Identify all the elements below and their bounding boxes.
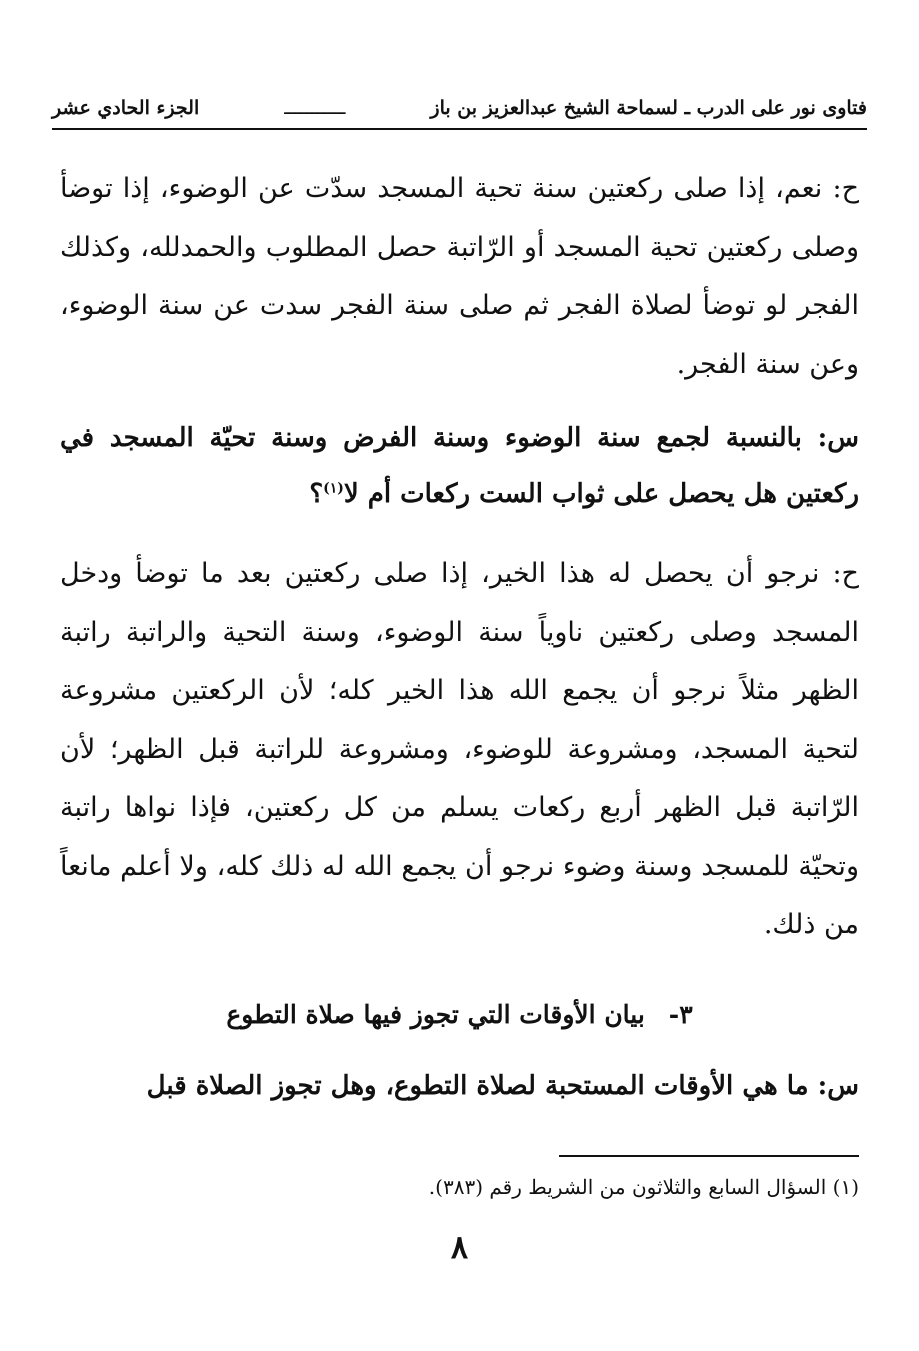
footnote-marker[interactable]: (١) — [323, 480, 344, 497]
question-1-text: س: بالنسبة لجمع سنة الوضوء وسنة الفرض وسنة تحيّة المسجد في ركعتين هل يحصل على ثواب الست ركعات أم لا — [60, 423, 859, 509]
volume-label: الجزء الحادي عشر — [52, 97, 200, 119]
question-paragraph-1 — [60, 410, 859, 522]
header-separator: ـــــــــــ — [284, 97, 346, 119]
section-title: بيان الأوقات التي تجوز فيها صلاة التطوع — [226, 1000, 645, 1029]
book-title: فتاوى نور على الدرب ـ لسماحة الشيخ عبدالعزيز بن باز — [430, 97, 867, 119]
running-head — [52, 88, 867, 130]
section-heading — [60, 1000, 859, 1029]
question-paragraph-2: س: ما هي الأوقات المستحبة لصلاة التطوع، وهل تجوز الصلاة قبل — [146, 1071, 859, 1101]
section-number: ٣- — [668, 1000, 693, 1029]
question-1-end: ؟ — [309, 479, 324, 509]
answer-paragraph-1: ح: نعم، إذا صلى ركعتين سنة تحية المسجد سدّت عن الوضوء، إذا توضأ وصلى ركعتين تحية المسجد أو الرّاتبة حصل المطلوب والحمدلله، وكذلك الفجر لو توضأ لصلاة الفجر ثم صلى سنة الفجر سدت عن سنة الوضوء، وعن سنة الفجر. — [60, 173, 859, 380]
page-number: ٨ — [450, 1228, 469, 1266]
footnote-divider — [559, 1155, 859, 1157]
answer-paragraph-2: ح: نرجو أن يحصل له هذا الخير، إذا صلى ركعتين بعد ما توضأ ودخل المسجد وصلى ركعتين ناوياً سنة الوضوء، وسنة التحية والراتبة راتبة الظهر مثلاً نرجو أن يجمع الله هذا الخير كله؛ لأن الركعتين مشروعة لتحية المسجد، ومشروعة للوضوء، ومشروعة للراتبة قبل الظهر؛ لأن الرّاتبة قبل الظهر أربع ركعات يسلم من كل ركعتين، فإذا نواها راتبة وتحيّة للمسجد وسنة وضوء نرجو أن يجمع الله له ذلك كله، ولا أعلم مانعاً من ذلك. — [60, 558, 859, 940]
footnote: (١) السؤال السابع والثلاثون من الشريط رقم (٣٨٣). — [428, 1175, 859, 1199]
